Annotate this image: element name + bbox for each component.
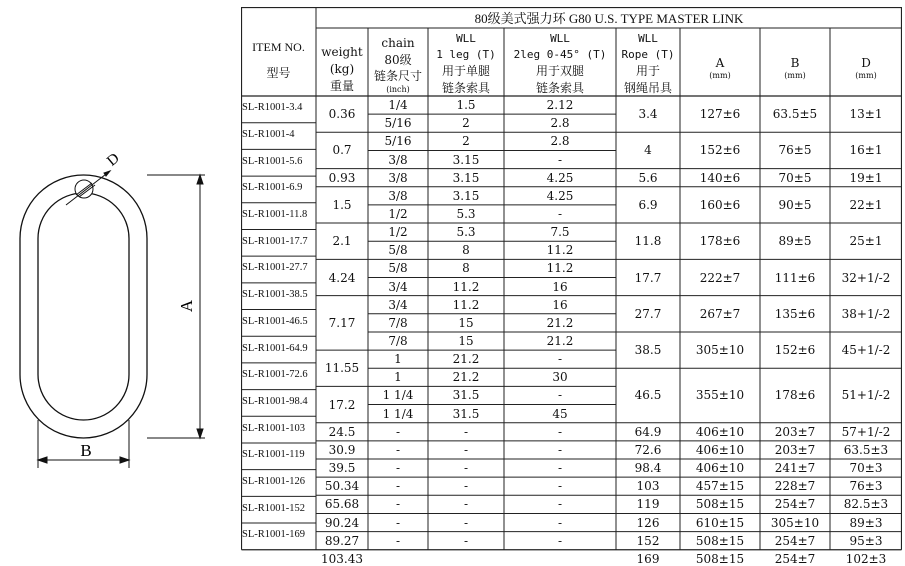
- chain-size-cell: -: [395, 424, 401, 439]
- dim-a-cell: 140±6: [699, 170, 741, 185]
- wll-2leg-cell: -: [557, 515, 563, 530]
- dim-d-cell: 25±1: [849, 234, 883, 249]
- dim-a-cell: 178±6: [699, 234, 741, 249]
- wll-1leg-cell: -: [463, 442, 469, 457]
- wll-2leg-cell: 4.25: [546, 170, 574, 185]
- wll-1leg-cell: 11.2: [452, 279, 480, 294]
- item-number-cell: SL-R1001-46.5: [242, 315, 308, 327]
- dim-b-cell: 70±5: [778, 170, 812, 185]
- wll-2leg-cell: 2.8: [550, 116, 570, 131]
- wll-2leg-cell: 21.2: [546, 334, 574, 349]
- link-outer-outline: [20, 175, 147, 438]
- header-weight-2: (kg): [329, 62, 355, 76]
- wll-1leg-cell: 2: [462, 134, 470, 149]
- dim-b-cell: 254±7: [774, 551, 816, 566]
- header-weight-1: weight: [321, 45, 363, 59]
- dim-d-cell: 95±3: [849, 533, 883, 548]
- dim-b-cell: 135±6: [774, 306, 816, 321]
- dim-b-cell: 228±7: [774, 479, 816, 494]
- weight-cell: 24.5: [328, 424, 356, 439]
- wll-rope-cell: 11.8: [634, 234, 662, 249]
- header-wll1-2: 1 leg (T): [436, 48, 496, 61]
- item-number-cell: SL-R1001-98.4: [242, 395, 308, 407]
- weight-cell: 11.55: [324, 361, 360, 376]
- wll-1leg-cell: 21.2: [452, 370, 480, 385]
- header-a: A: [715, 56, 725, 70]
- dim-a-cell: 508±15: [695, 551, 745, 566]
- weight-cell: 103.43: [321, 551, 363, 566]
- wll-2leg-cell: 11.2: [546, 261, 574, 276]
- chain-size-cell: -: [395, 497, 401, 512]
- wll-1leg-cell: -: [463, 515, 469, 530]
- weight-cell: 0.93: [328, 170, 356, 185]
- wll-2leg-cell: 11.2: [546, 243, 574, 258]
- label-d: D: [104, 150, 123, 170]
- header-a-unit: (mm): [709, 71, 731, 80]
- chain-size-cell: 1: [394, 352, 402, 367]
- header-b: B: [790, 56, 800, 70]
- chain-size-cell: 1 1/4: [382, 406, 414, 421]
- dim-b-cell: 254±7: [774, 533, 816, 548]
- wll-2leg-cell: -: [557, 479, 563, 494]
- spec-table: [241, 7, 902, 566]
- header-wll1-4: 链条索具: [441, 81, 490, 95]
- wll-rope-cell: 38.5: [634, 343, 662, 358]
- item-number-cell: SL-R1001-72.6: [242, 369, 308, 381]
- wll-2leg-cell: 2.8: [550, 134, 570, 149]
- chain-size-cell: 7/8: [388, 315, 408, 330]
- chain-size-cell: 3/8: [388, 188, 408, 203]
- chain-size-cell: 1/2: [388, 206, 408, 221]
- master-link-drawing: [0, 0, 245, 563]
- dimension-a: [147, 175, 205, 438]
- weight-cell: 17.2: [328, 397, 356, 412]
- item-number-cell: SL-R1001-103: [242, 422, 305, 434]
- dim-a-cell: 160±6: [699, 197, 741, 212]
- wll-2leg-cell: -: [557, 206, 563, 221]
- header-wll1-1: WLL: [456, 32, 476, 45]
- header-item-en: ITEM NO.: [252, 40, 305, 54]
- wll-1leg-cell: 11.2: [452, 297, 480, 312]
- wll-2leg-cell: 16: [552, 279, 568, 294]
- weight-cell: 7.17: [328, 315, 356, 330]
- wll-1leg-cell: -: [463, 461, 469, 476]
- dim-a-cell: 508±15: [695, 533, 745, 548]
- wll-2leg-cell: 4.25: [546, 188, 574, 203]
- wll-2leg-cell: -: [557, 352, 563, 367]
- wll-1leg-cell: 31.5: [452, 406, 480, 421]
- header-chain-4: (inch): [386, 85, 410, 94]
- header-chain-1: chain: [381, 36, 415, 50]
- wll-2leg-cell: 21.2: [546, 315, 574, 330]
- dim-a-cell: 508±15: [695, 497, 745, 512]
- weight-cell: 1.5: [332, 197, 352, 212]
- weight-cell: 65.68: [324, 497, 360, 512]
- wll-1leg-cell: 2: [462, 116, 470, 131]
- wll-1leg-cell: 3.15: [452, 188, 480, 203]
- wll-1leg-cell: -: [463, 497, 469, 512]
- dim-d-cell: 19±1: [849, 170, 883, 185]
- header-rope-4: 钢绳吊具: [623, 81, 672, 95]
- item-number-cell: SL-R1001-152: [242, 502, 305, 514]
- dim-a-cell: 305±10: [695, 343, 745, 358]
- wll-rope-cell: 4: [644, 143, 652, 158]
- chain-size-cell: 5/8: [388, 243, 408, 258]
- dim-b-cell: 111±6: [774, 270, 816, 285]
- weight-cell: 90.24: [324, 515, 360, 530]
- dim-d-cell: 63.5±3: [843, 442, 889, 457]
- wll-2leg-cell: -: [557, 533, 563, 548]
- dim-d-cell: 32+1/-2: [841, 270, 891, 285]
- dim-a-cell: 355±10: [695, 388, 745, 403]
- wll-rope-cell: 126: [636, 515, 660, 530]
- dim-b-cell: 89±5: [778, 234, 812, 249]
- dim-a-cell: 406±10: [695, 442, 745, 457]
- chain-size-cell: 5/8: [388, 261, 408, 276]
- wll-1leg-cell: 31.5: [452, 388, 480, 403]
- dim-a-cell: 406±10: [695, 461, 745, 476]
- item-number-cell: SL-R1001-5.6: [242, 155, 303, 167]
- wll-1leg-cell: -: [463, 479, 469, 494]
- header-rope-1: WLL: [638, 32, 658, 45]
- item-number-cell: SL-R1001-17.7: [242, 235, 308, 247]
- wll-1leg-cell: 21.2: [452, 352, 480, 367]
- link-inner-outline: [38, 193, 129, 420]
- weight-cell: 50.34: [324, 479, 360, 494]
- dim-d-cell: 89±3: [849, 515, 883, 530]
- dim-d-cell: 51+1/-2: [841, 388, 891, 403]
- table-title: 80级美式强力环 G80 U.S. TYPE MASTER LINK: [474, 11, 744, 26]
- wll-2leg-cell: -: [557, 152, 563, 167]
- item-number-cell: SL-R1001-27.7: [242, 262, 308, 274]
- wll-rope-cell: 98.4: [634, 461, 662, 476]
- wll-1leg-cell: 8: [462, 261, 470, 276]
- chain-size-cell: -: [395, 533, 401, 548]
- wll-rope-cell: 46.5: [634, 388, 662, 403]
- chain-size-cell: -: [395, 479, 401, 494]
- dim-b-cell: 178±6: [774, 388, 816, 403]
- label-a: A: [177, 299, 196, 313]
- item-number-cell: SL-R1001-119: [242, 449, 305, 461]
- wll-1leg-cell: -: [463, 533, 469, 548]
- dim-b-cell: 203±7: [774, 442, 816, 457]
- item-number-cell: SL-R1001-4: [242, 129, 295, 141]
- weight-cell: 0.36: [328, 107, 356, 122]
- chain-size-cell: 3/8: [388, 170, 408, 185]
- header-d: D: [861, 56, 871, 70]
- wll-rope-cell: 27.7: [634, 306, 662, 321]
- wll-2leg-cell: -: [557, 388, 563, 403]
- wll-1leg-cell: 3.15: [452, 152, 480, 167]
- wll-2leg-cell: -: [557, 424, 563, 439]
- header-wll2-4: 链条索具: [535, 81, 584, 95]
- header-rope-3: 用于: [635, 64, 660, 78]
- dim-b-cell: 90±5: [778, 197, 812, 212]
- chain-size-cell: 1 1/4: [382, 388, 414, 403]
- header-d-unit: (mm): [855, 71, 877, 80]
- dim-d-cell: 82.5±3: [843, 497, 889, 512]
- chain-size-cell: 5/16: [384, 116, 412, 131]
- chain-size-cell: 3/8: [388, 152, 408, 167]
- header-b-unit: (mm): [784, 71, 806, 80]
- item-number-cell: SL-R1001-126: [242, 476, 305, 488]
- item-number-cell: SL-R1001-169: [242, 529, 305, 541]
- wll-2leg-cell: 7.5: [550, 225, 570, 240]
- header-wll1-3: 用于单腿: [441, 64, 490, 78]
- weight-cell: 30.9: [328, 442, 356, 457]
- dim-d-cell: 57+1/-2: [841, 424, 891, 439]
- dim-d-cell: 13±1: [849, 107, 883, 122]
- dim-d-cell: 45+1/-2: [841, 343, 891, 358]
- wll-1leg-cell: 5.3: [456, 206, 476, 221]
- header-wll2-1: WLL: [550, 32, 570, 45]
- dim-a-cell: 152±6: [699, 143, 741, 158]
- dim-a-cell: 222±7: [699, 270, 741, 285]
- chain-size-cell: -: [395, 442, 401, 457]
- wll-1leg-cell: 8: [462, 243, 470, 258]
- dim-d-cell: 102±3: [845, 551, 887, 566]
- weight-cell: 4.24: [328, 270, 356, 285]
- dim-b-cell: 254±7: [774, 497, 816, 512]
- dim-a-cell: 610±15: [695, 515, 745, 530]
- header-rope-2: Rope (T): [621, 48, 675, 61]
- dim-d-cell: 16±1: [849, 143, 883, 158]
- dim-b-cell: 63.5±5: [772, 107, 818, 122]
- wll-rope-cell: 103: [636, 479, 660, 494]
- chain-size-cell: 3/4: [388, 279, 408, 294]
- dim-b-cell: 305±10: [770, 515, 820, 530]
- wll-2leg-cell: 2.12: [546, 98, 574, 113]
- weight-cell: 2.1: [332, 234, 352, 249]
- dim-b-cell: 241±7: [774, 461, 816, 476]
- wll-rope-cell: 6.9: [638, 197, 658, 212]
- dim-a-cell: 127±6: [699, 107, 741, 122]
- chain-size-cell: -: [395, 461, 401, 476]
- wll-rope-cell: 72.6: [634, 442, 662, 457]
- item-number-cell: SL-R1001-6.9: [242, 182, 303, 194]
- item-number-cell: SL-R1001-38.5: [242, 289, 308, 301]
- dim-d-cell: 22±1: [849, 197, 883, 212]
- wll-rope-cell: 3.4: [638, 107, 658, 122]
- dim-b-cell: 203±7: [774, 424, 816, 439]
- chain-size-cell: -: [395, 515, 401, 530]
- wll-1leg-cell: 15: [458, 315, 474, 330]
- chain-size-cell: 1/2: [388, 225, 408, 240]
- wll-2leg-cell: 30: [552, 370, 568, 385]
- header-chain-3: 链条尺寸: [373, 69, 422, 83]
- dim-d-cell: 38+1/-2: [841, 306, 891, 321]
- dim-a-cell: 406±10: [695, 424, 745, 439]
- header-item-cn: 型号: [266, 66, 291, 80]
- chain-size-cell: 5/16: [384, 134, 412, 149]
- wll-rope-cell: 64.9: [634, 424, 662, 439]
- weight-cell: 89.27: [324, 533, 360, 548]
- chain-size-cell: 1/4: [388, 98, 408, 113]
- dim-a-cell: 267±7: [699, 306, 741, 321]
- weight-cell: 0.7: [332, 143, 352, 158]
- dim-d-cell: 76±3: [849, 479, 883, 494]
- chain-size-cell: 1: [394, 370, 402, 385]
- dim-b-cell: 152±6: [774, 343, 816, 358]
- wll-rope-cell: 119: [636, 497, 660, 512]
- wll-rope-cell: 17.7: [634, 270, 662, 285]
- wll-2leg-cell: -: [557, 497, 563, 512]
- wll-rope-cell: 5.6: [638, 170, 658, 185]
- item-number-cell: SL-R1001-3.4: [242, 102, 303, 114]
- item-number-cell: SL-R1001-64.9: [242, 342, 308, 354]
- dim-d-cell: 70±3: [849, 461, 883, 476]
- dim-b-cell: 76±5: [778, 143, 812, 158]
- wll-2leg-cell: 16: [552, 297, 568, 312]
- wll-2leg-cell: -: [557, 442, 563, 457]
- wll-1leg-cell: 5.3: [456, 225, 476, 240]
- wll-rope-cell: 152: [636, 533, 660, 548]
- wll-1leg-cell: 3.15: [452, 170, 480, 185]
- item-number-cell: SL-R1001-11.8: [242, 209, 308, 221]
- label-b: B: [80, 441, 92, 460]
- wll-2leg-cell: -: [557, 461, 563, 476]
- wll-1leg-cell: 1.5: [456, 98, 476, 113]
- header-chain-2: 80级: [384, 53, 412, 67]
- chain-size-cell: 3/4: [388, 297, 408, 312]
- wll-rope-cell: 169: [636, 551, 660, 566]
- chain-size-cell: 7/8: [388, 334, 408, 349]
- header-wll2-3: 用于双腿: [535, 64, 584, 78]
- header-wll2-2: 2leg 0-45° (T): [513, 48, 607, 61]
- weight-cell: 39.5: [328, 461, 356, 476]
- wll-2leg-cell: 45: [552, 406, 568, 421]
- header-weight-3: 重量: [329, 79, 354, 93]
- dim-a-cell: 457±15: [695, 479, 745, 494]
- wll-1leg-cell: -: [463, 424, 469, 439]
- wll-1leg-cell: 15: [458, 334, 474, 349]
